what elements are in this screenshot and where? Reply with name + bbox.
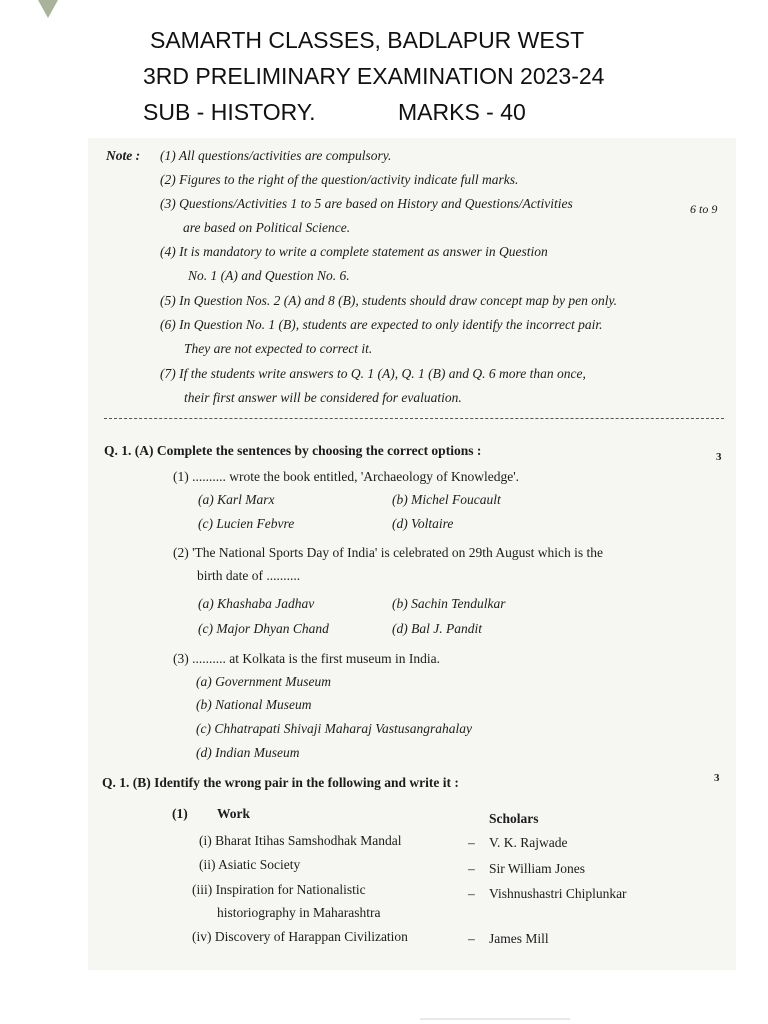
question-heading: Q. 1. (A) Complete the sentences by choosing the correct options : <box>104 443 482 458</box>
note-item: are based on Political Science. <box>183 220 351 235</box>
option: (a) Karl Marx <box>198 492 275 507</box>
column-header-scholars: Scholars <box>489 811 539 826</box>
note-item: 6 to 9 <box>690 202 718 216</box>
section-divider <box>104 418 724 419</box>
question-marks: 3 <box>716 451 722 463</box>
pair-scholar: Vishnushastri Chiplunkar <box>489 886 627 901</box>
question-heading: Q. 1. (B) Identify the wrong pair in the following and write it : <box>102 775 459 790</box>
pair-dash: – <box>468 931 475 946</box>
pair-work: historiography in Maharashtra <box>217 905 381 920</box>
note-item: (3) Questions/Activities 1 to 5 are based on History and Questions/Activities <box>160 196 573 211</box>
pair-work: (ii) Asiatic Society <box>199 857 301 872</box>
option: (c) Chhatrapati Shivaji Maharaj Vastusangrahalay <box>196 721 472 736</box>
pair-work: (iv) Discovery of Harappan Civilization <box>192 929 408 944</box>
corner-mark <box>38 0 58 18</box>
option: (a) Government Museum <box>196 674 331 689</box>
option: (b) National Museum <box>196 697 312 712</box>
bottom-edge-mark <box>420 1018 570 1020</box>
note-item: They are not expected to correct it. <box>184 341 373 356</box>
option: (b) Sachin Tendulkar <box>392 596 506 611</box>
question-text: (1) .......... wrote the book entitled, 'Archaeology of Knowledge'. <box>173 469 520 484</box>
header-marks: MARKS - 40 <box>398 99 526 125</box>
pair-work: (i) Bharat Itihas Samshodhak Mandal <box>199 833 402 848</box>
pair-set-number: (1) <box>172 806 188 821</box>
note-item: (1) All questions/activities are compulsory. <box>160 148 392 163</box>
note-label: Note : <box>106 148 141 163</box>
option: (c) Lucien Febvre <box>198 516 295 531</box>
question-text: (3) .......... at Kolkata is the first museum in India. <box>173 651 440 666</box>
note-item: their first answer will be considered for evaluation. <box>184 390 462 405</box>
note-item: (2) Figures to the right of the question/activity indicate full marks. <box>160 172 519 187</box>
pair-dash: – <box>468 835 475 850</box>
header-subject: SUB - HISTORY. <box>143 99 316 125</box>
option: (d) Bal J. Pandit <box>392 621 482 636</box>
option: (a) Khashaba Jadhav <box>198 596 315 611</box>
question-marks: 3 <box>714 772 720 784</box>
pair-dash: – <box>468 861 475 876</box>
note-item: (6) In Question No. 1 (B), students are expected to only identify the incorrect pair. <box>160 317 603 332</box>
column-header-work: Work <box>217 806 251 821</box>
option: (c) Major Dhyan Chand <box>198 621 329 636</box>
pair-dash: – <box>468 886 475 901</box>
option: (b) Michel Foucault <box>392 492 501 507</box>
note-item: No. 1 (A) and Question No. 6. <box>188 268 350 283</box>
option: (d) Voltaire <box>392 516 454 531</box>
pair-work: (iii) Inspiration for Nationalistic <box>192 882 366 897</box>
header-institute: SAMARTH CLASSES, BADLAPUR WEST <box>150 27 585 53</box>
question-text: birth date of .......... <box>197 568 301 583</box>
question-text: (2) 'The National Sports Day of India' is celebrated on 29th August which is the <box>173 545 604 560</box>
note-item: (5) In Question Nos. 2 (A) and 8 (B), students should draw concept map by pen only. <box>160 293 618 308</box>
pair-scholar: James Mill <box>489 931 549 946</box>
option: (d) Indian Museum <box>196 745 300 760</box>
pair-scholar: Sir William Jones <box>489 861 585 876</box>
note-item: (4) It is mandatory to write a complete statement as answer in Question <box>160 244 548 259</box>
pair-scholar: V. K. Rajwade <box>489 835 568 850</box>
header-exam: 3RD PRELIMINARY EXAMINATION 2023-24 <box>143 63 605 89</box>
note-item: (7) If the students write answers to Q. 1 (A), Q. 1 (B) and Q. 6 more than once, <box>160 366 586 381</box>
